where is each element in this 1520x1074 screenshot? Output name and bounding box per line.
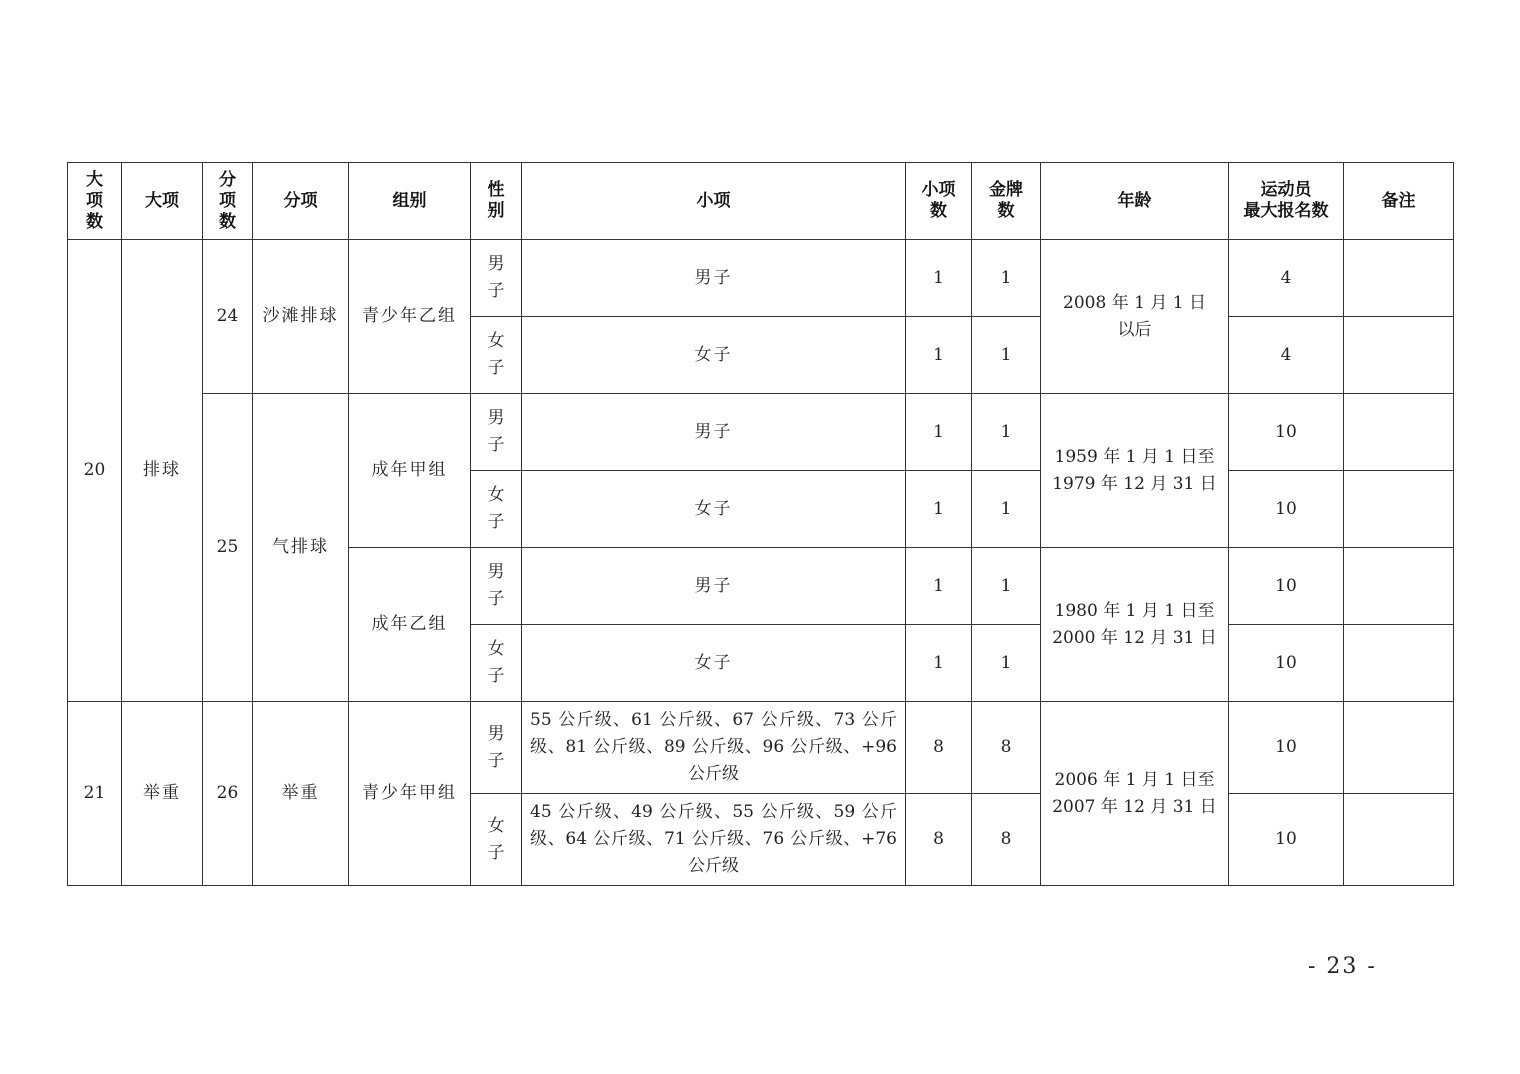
header-major-count: 大项数 <box>68 163 122 240</box>
major-name: 举重 <box>122 702 203 886</box>
note-cell <box>1344 317 1454 394</box>
header-row <box>68 163 1454 240</box>
max-entries-cell: 10 <box>1229 794 1344 886</box>
gender-cell: 男子 <box>471 548 522 625</box>
gender-cell: 女子 <box>471 471 522 548</box>
table-row <box>68 702 1454 794</box>
event-count-cell: 1 <box>906 317 972 394</box>
major-name: 排球 <box>122 240 203 702</box>
max-entries-cell: 10 <box>1229 471 1344 548</box>
note-cell <box>1344 471 1454 548</box>
sub-number: 24 <box>203 240 253 394</box>
gold-count-cell: 1 <box>972 394 1041 471</box>
gold-count-cell: 8 <box>972 794 1041 886</box>
header-sub-count: 分项数 <box>203 163 253 240</box>
sub-name: 举重 <box>253 702 349 886</box>
gender-cell: 女子 <box>471 625 522 702</box>
age-cell: 1980 年 1 月 1 日至 2000 年 12 月 31 日 <box>1041 548 1229 702</box>
sub-name: 气排球 <box>253 394 349 702</box>
event-count-cell: 1 <box>906 471 972 548</box>
sub-number: 25 <box>203 394 253 702</box>
event-cell: 女子 <box>522 317 906 394</box>
event-cell: 男子 <box>522 240 906 317</box>
gender-cell: 男子 <box>471 394 522 471</box>
event-count-cell: 1 <box>906 625 972 702</box>
events-table <box>67 162 1454 886</box>
gender-cell: 男子 <box>471 240 522 317</box>
table-row <box>68 394 1454 471</box>
gender-cell: 女子 <box>471 794 522 886</box>
sub-number: 26 <box>203 702 253 886</box>
header-age: 年龄 <box>1041 163 1229 240</box>
age-cell: 2008 年 1 月 1 日 以后 <box>1041 240 1229 394</box>
major-number: 20 <box>68 240 122 702</box>
sub-name: 沙滩排球 <box>253 240 349 394</box>
group-name: 成年甲组 <box>349 394 471 548</box>
max-entries-cell: 10 <box>1229 625 1344 702</box>
group-name: 青少年甲组 <box>349 702 471 886</box>
major-number: 21 <box>68 702 122 886</box>
header-group: 组别 <box>349 163 471 240</box>
header-major: 大项 <box>122 163 203 240</box>
note-cell <box>1344 625 1454 702</box>
note-cell <box>1344 702 1454 794</box>
gender-cell: 男子 <box>471 702 522 794</box>
header-max-entries: 运动员 最大报名数 <box>1229 163 1344 240</box>
event-cell: 45 公斤级、49 公斤级、55 公斤级、59 公斤级、64 公斤级、71 公斤级、76 公斤级、+76 公斤级 <box>522 794 906 886</box>
header-note: 备注 <box>1344 163 1454 240</box>
group-name: 青少年乙组 <box>349 240 471 394</box>
gold-count-cell: 1 <box>972 625 1041 702</box>
header-event-count: 小项 数 <box>906 163 972 240</box>
table-row <box>68 240 1454 317</box>
max-entries-cell: 4 <box>1229 240 1344 317</box>
header-sub: 分项 <box>253 163 349 240</box>
page-number: - 23 - <box>1308 954 1377 979</box>
note-cell <box>1344 240 1454 317</box>
max-entries-cell: 10 <box>1229 394 1344 471</box>
event-count-cell: 1 <box>906 240 972 317</box>
event-count-cell: 1 <box>906 548 972 625</box>
max-entries-cell: 10 <box>1229 702 1344 794</box>
event-cell: 女子 <box>522 471 906 548</box>
event-cell: 男子 <box>522 548 906 625</box>
age-cell: 2006 年 1 月 1 日至 2007 年 12 月 31 日 <box>1041 702 1229 886</box>
gold-count-cell: 1 <box>972 240 1041 317</box>
header-gender: 性别 <box>471 163 522 240</box>
gold-count-cell: 1 <box>972 317 1041 394</box>
gold-count-cell: 1 <box>972 471 1041 548</box>
age-cell: 1959 年 1 月 1 日至 1979 年 12 月 31 日 <box>1041 394 1229 548</box>
note-cell <box>1344 794 1454 886</box>
max-entries-cell: 10 <box>1229 548 1344 625</box>
event-cell: 男子 <box>522 394 906 471</box>
event-count-cell: 1 <box>906 394 972 471</box>
event-count-cell: 8 <box>906 794 972 886</box>
header-event: 小项 <box>522 163 906 240</box>
event-count-cell: 8 <box>906 702 972 794</box>
note-cell <box>1344 394 1454 471</box>
header-gold-count: 金牌 数 <box>972 163 1041 240</box>
gold-count-cell: 8 <box>972 702 1041 794</box>
group-name: 成年乙组 <box>349 548 471 702</box>
note-cell <box>1344 548 1454 625</box>
gold-count-cell: 1 <box>972 548 1041 625</box>
event-cell: 55 公斤级、61 公斤级、67 公斤级、73 公斤级、81 公斤级、89 公斤级、96 公斤级、+96 公斤级 <box>522 702 906 794</box>
gender-cell: 女子 <box>471 317 522 394</box>
event-cell: 女子 <box>522 625 906 702</box>
max-entries-cell: 4 <box>1229 317 1344 394</box>
